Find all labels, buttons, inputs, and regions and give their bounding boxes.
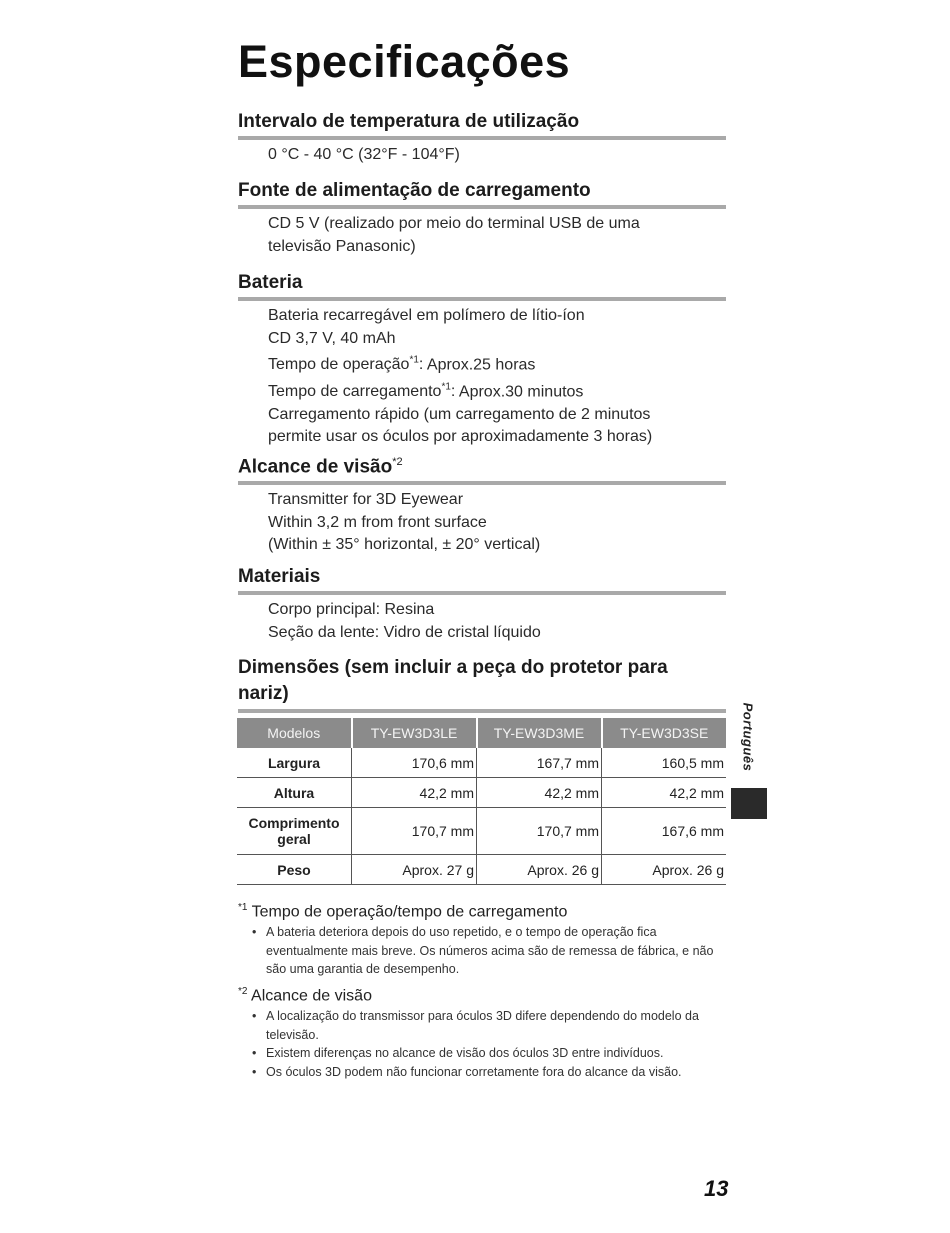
list-item: • A bateria deteriora depois do uso repetido, e o tempo de operação fica eventualmente mais breve. Os números acima são de remessa de fábrica, e não são uma garantia de desempenho.	[252, 923, 728, 979]
spec-line: CD 3,7 V, 40 mAh	[268, 329, 396, 347]
spec-line: Seção da lente: Vidro de cristal líquido	[268, 623, 541, 641]
table-cell: 170,6 mm	[352, 748, 477, 778]
section-body	[268, 305, 726, 449]
table-cell: Aprox. 26 g	[602, 855, 727, 885]
column-header: TY-EW3D3SE	[602, 718, 727, 748]
spec-line: televisão Panasonic)	[268, 237, 416, 255]
footnote-list	[252, 923, 728, 979]
footnote-mark: *1	[238, 902, 248, 913]
footnote-mark: *1	[441, 381, 451, 393]
section-materials	[238, 565, 726, 644]
spec-line: Within 3,2 m from front surface	[268, 513, 487, 531]
section-temperature	[238, 110, 726, 167]
side-tab-text: Português	[740, 702, 756, 772]
table-cell: Aprox. 26 g	[477, 855, 602, 885]
spec-line: CD 5 V (realizado por meio do terminal USB de uma	[268, 215, 640, 232]
footnote-2	[238, 986, 728, 1081]
column-header: Modelos	[237, 718, 352, 748]
table-cell: 42,2 mm	[352, 778, 477, 808]
charging-time-value: Aprox.30	[458, 383, 523, 401]
side-tab-label	[733, 692, 763, 782]
section-heading	[238, 450, 726, 485]
column-header: TY-EW3D3LE	[352, 718, 477, 748]
footnote-list	[252, 1007, 728, 1081]
operation-time-label: Tempo de operação	[268, 356, 410, 374]
footnote-mark: *2	[238, 986, 248, 997]
table-cell: 167,7 mm	[477, 748, 602, 778]
table-cell: 167,6 mm	[602, 808, 727, 855]
footnote-mark: *1	[409, 355, 419, 366]
section-heading: Bateria	[238, 271, 726, 301]
table-cell: 42,2 mm	[477, 778, 602, 808]
section-dimensions	[238, 655, 726, 713]
section-heading: Materiais	[238, 565, 726, 595]
section-heading	[238, 655, 726, 713]
row-label-line: Comprimento	[248, 815, 340, 831]
page-number: 13	[704, 1176, 729, 1201]
row-label: Peso	[237, 855, 352, 885]
list-item: • A localização do transmissor para óculos 3D difere dependendo do modelo da televisão.	[252, 1007, 728, 1044]
table-header-row	[237, 718, 726, 748]
table-cell: 170,7 mm	[352, 808, 477, 855]
operation-time-row: Tempo de operação$^{*1}$: Aprox.25 horas	[268, 355, 536, 374]
section-heading: Intervalo de temperatura de utilização	[238, 110, 726, 140]
list-item: • Os óculos 3D podem não funcionar corretamente fora do alcance da visão.	[252, 1063, 728, 1082]
section-battery	[238, 271, 726, 449]
charging-time-unit: minutos	[527, 383, 584, 401]
list-item: • Existem diferenças no alcance de visão dos óculos 3D entre indivíduos.	[252, 1044, 728, 1063]
table-row	[237, 778, 726, 808]
spec-line: 0 °C - 40 °C (32°F - 104°F)	[268, 146, 460, 163]
footnote-title-text: Tempo de operação/tempo de carregamento	[251, 903, 568, 921]
section-heading: Fonte de alimentação de carregamento	[238, 179, 726, 209]
charging-time-row: Tempo de carregamento$^{*1}$: Aprox.30 minutos	[268, 381, 584, 401]
row-label: Largura	[237, 748, 352, 778]
operation-time-unit: horas	[495, 356, 536, 374]
table-row	[237, 808, 726, 855]
row-label: Altura	[237, 778, 352, 808]
footnote-mark: *2	[392, 456, 403, 468]
spec-line: Transmitter for 3D Eyewear	[268, 491, 464, 509]
column-header: TY-EW3D3ME	[477, 718, 602, 748]
table-cell: Aprox. 27 g	[352, 855, 477, 885]
footnote-title	[238, 986, 728, 1005]
spec-line: Bateria recarregável em polímero de lítio-íon	[268, 307, 585, 324]
spec-line: permite usar os óculos por aproximadamente 3 horas)	[268, 428, 653, 446]
table-cell: 170,7 mm	[477, 808, 602, 855]
heading-text: Alcance de visão	[238, 456, 393, 478]
section-viewing-range	[238, 450, 726, 557]
spec-line: Corpo principal: Resina	[268, 601, 435, 618]
heading-line: Dimensões (sem incluir a peça do protetor para	[238, 657, 668, 678]
dimensions-table	[237, 718, 726, 885]
spec-line: (Within ± 35° horizontal, ± 20° vertical)	[268, 536, 541, 554]
operation-time-value: Aprox.25	[426, 356, 491, 374]
section-power-source	[238, 179, 726, 258]
table-row	[237, 855, 726, 885]
section-body	[268, 213, 726, 258]
footnote-title-text: Alcance de visão	[251, 987, 372, 1005]
page-title: Especificações	[238, 36, 571, 87]
footnote-1	[238, 902, 728, 979]
section-body	[268, 489, 726, 557]
charging-time-label: Tempo de carregamento	[268, 383, 442, 401]
section-body	[268, 599, 726, 644]
row-label-line: geral	[277, 831, 311, 847]
heading-line: nariz)	[238, 683, 289, 704]
side-tab-marker	[731, 788, 767, 819]
row-label	[237, 808, 352, 855]
section-body	[268, 144, 726, 167]
table-cell: 160,5 mm	[602, 748, 727, 778]
table-cell: 42,2 mm	[602, 778, 727, 808]
spec-line: Carregamento rápido (um carregamento de 2 minutos	[268, 405, 651, 423]
table-row	[237, 748, 726, 778]
footnote-title	[238, 902, 728, 921]
